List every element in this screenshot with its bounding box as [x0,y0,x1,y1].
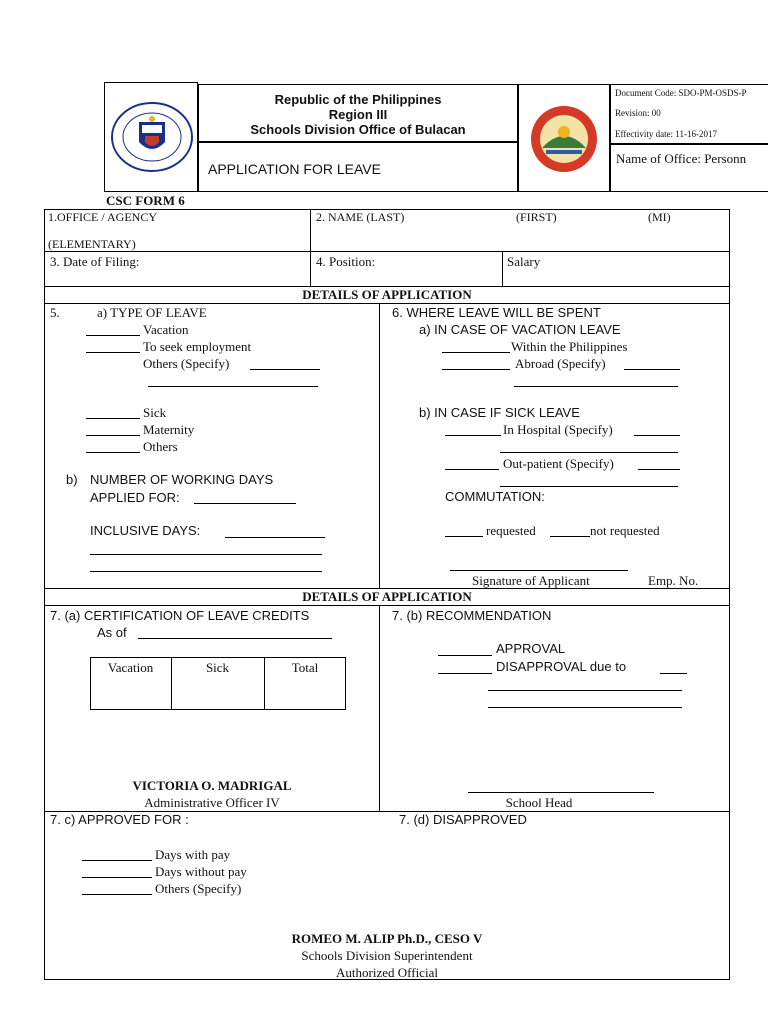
disapproved-heading: 7. (d) DISAPPROVED [399,812,527,827]
recommendation-heading: 7. (b) RECOMMENDATION [392,608,552,623]
out-patient-option[interactable]: Out-patient (Specify) [503,456,614,471]
office-agency-label: 1.OFFICE / AGENCY [48,210,158,224]
salary-label: Salary [507,254,541,269]
position-label: 4. Position: [316,254,376,269]
sick-leave-case-heading: b) IN CASE IF SICK LEAVE [419,405,580,420]
employee-number-label: Emp. No. [648,573,699,588]
abroad-option[interactable]: Abroad (Specify) [515,356,606,371]
as-of-label: As of [97,625,127,640]
commutation-not-requested-option[interactable]: not requested [590,523,660,538]
vacation-option[interactable]: Vacation [143,322,189,337]
sick-option[interactable]: Sick [143,405,167,420]
section-5-number: 5. [50,305,60,320]
region-name: Region III [328,107,388,122]
superintendent-name: ROMEO M. ALIP Ph.D., CESO V [291,931,483,946]
credit-column-total: Total [291,660,319,675]
section-5b-label: b) [66,472,78,487]
details-of-application-heading: DETAILS OF APPLICATION [302,287,472,302]
credit-column-sick: Sick [205,660,230,675]
maternity-option[interactable]: Maternity [143,422,195,437]
revision: Revision: 00 [615,108,661,118]
type-of-leave-heading: a) TYPE OF LEAVE [97,305,207,320]
authorized-official-label: Authorized Official [336,965,438,980]
name-of-office: Name of Office: Personn [616,151,747,166]
details-of-application-heading-2: DETAILS OF APPLICATION [302,589,472,604]
applied-for-label: APPLIED FOR: [90,490,180,505]
country-name: Republic of the Philippines [274,92,442,107]
vacation-leave-case-heading: a) IN CASE OF VACATION LEAVE [419,322,621,337]
certifying-officer-title: Administrative Officer IV [144,795,280,810]
form-number-label: CSC FORM 6 [106,193,185,208]
signature-of-applicant-label: Signature of Applicant [472,573,590,588]
office-agency-value[interactable]: (ELEMENTARY) [48,237,136,251]
division-office-name: Schools Division Office of Bulacan [250,122,466,137]
superintendent-title: Schools Division Superintendent [301,948,473,963]
inclusive-days-label: INCLUSIVE DAYS: [90,523,201,538]
name-first-label: (FIRST) [516,210,557,224]
seek-employment-option[interactable]: To seek employment [143,339,252,354]
credit-column-vacation: Vacation [107,660,154,675]
effectivity-date: Effectivity date: 11-16-2017 [615,129,717,139]
others-option[interactable]: Others [143,439,178,454]
document-code: Document Code: SDO-PM-OSDS-P [615,88,747,98]
name-mi-label: (MI) [648,210,671,224]
certifying-officer-name: VICTORIA O. MADRIGAL [132,778,292,793]
date-of-filing-label: 3. Date of Filing: [50,254,140,269]
within-philippines-option[interactable]: Within the Philippines [511,339,628,354]
disapproval-due-option[interactable]: DISAPPROVAL due to [496,659,627,674]
commutation-requested-option[interactable]: requested [486,523,536,538]
name-last-label: 2. NAME (LAST) [316,210,405,224]
where-leave-spent-heading: 6. WHERE LEAVE WILL BE SPENT [392,305,601,320]
commutation-label: COMMUTATION: [445,489,545,504]
approved-for-heading: 7. c) APPROVED FOR : [50,812,189,827]
form-title: APPLICATION FOR LEAVE [208,161,381,177]
days-with-pay-option[interactable]: Days with pay [155,847,231,862]
approval-option[interactable]: APPROVAL [496,641,566,656]
days-without-pay-option[interactable]: Days without pay [155,864,247,879]
certification-leave-credits-heading: 7. (a) CERTIFICATION OF LEAVE CREDITS [50,608,310,623]
school-head-label: School Head [505,795,573,810]
approved-others-specify-option[interactable]: Others (Specify) [155,881,242,896]
in-hospital-option[interactable]: In Hospital (Specify) [503,422,613,437]
working-days-label: NUMBER OF WORKING DAYS [90,472,274,487]
deped-seal-icon [109,100,195,174]
division-seal-icon [524,104,604,174]
others-specify-option[interactable]: Others (Specify) [143,356,230,371]
